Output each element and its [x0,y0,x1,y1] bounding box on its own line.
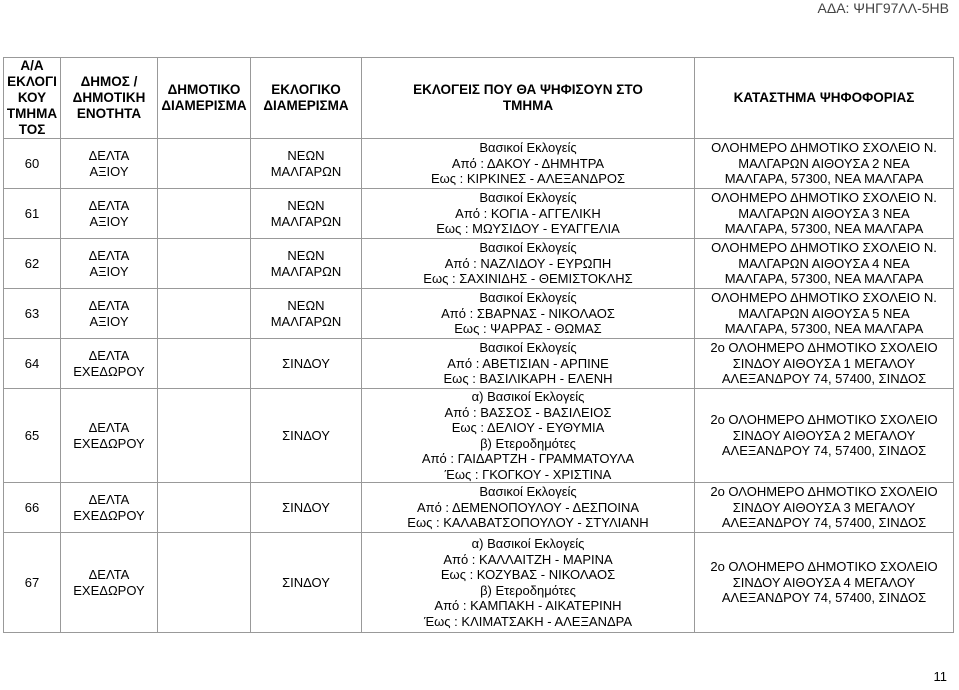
cell-dimotiko [158,139,251,189]
cell-store: 2ο ΟΛΟΗΜΕΡΟ ΔΗΜΟΤΙΚΟ ΣΧΟΛΕΙΟ ΣΙΝΔΟΥ ΑΙΘΟΥΣΑ 2 ΜΕΓΑΛΟΥ ΑΛΕΞΑΝΔΡΟΥ 74, 57400, ΣΙΝΔΟΣ [695,389,954,483]
cell-voters: Βασικοί Εκλογείς Από : ΝΑΖΛΙΔΟΥ - ΕΥΡΩΠΗ Εως : ΣΑΧΙΝΙΔΗΣ - ΘΕΜΙΣΤΟΚΛΗΣ [362,239,695,289]
cell-eklogiko: ΣΙΝΔΟΥ [251,533,362,633]
col-header-aa: Α/Α ΕΚΛΟΓΙ ΚΟΥ ΤΜΗΜΑ ΤΟΣ [4,58,61,139]
cell-dimos: ΔΕΛΤΑ ΑΞΙΟΥ [61,139,158,189]
cell-voters: Βασικοί Εκλογείς Από : ΔΑΚΟΥ - ΔΗΜΗΤΡΑ Εως : ΚΙΡΚΙΝΕΣ - ΑΛΕΞΑΝΔΡΟΣ [362,139,695,189]
cell-aa: 60 [4,139,61,189]
cell-store: 2ο ΟΛΟΗΜΕΡΟ ΔΗΜΟΤΙΚΟ ΣΧΟΛΕΙΟ ΣΙΝΔΟΥ ΑΙΘΟΥΣΑ 1 ΜΕΓΑΛΟΥ ΑΛΕΞΑΝΔΡΟΥ 74, 57400, ΣΙΝΔΟΣ [695,339,954,389]
cell-dimotiko [158,389,251,483]
cell-eklogiko: ΣΙΝΔΟΥ [251,339,362,389]
cell-eklogiko: ΝΕΩΝ ΜΑΛΓΑΡΩΝ [251,239,362,289]
cell-store: 2ο ΟΛΟΗΜΕΡΟ ΔΗΜΟΤΙΚΟ ΣΧΟΛΕΙΟ ΣΙΝΔΟΥ ΑΙΘΟΥΣΑ 3 ΜΕΓΑΛΟΥ ΑΛΕΞΑΝΔΡΟΥ 74, 57400, ΣΙΝΔΟΣ [695,483,954,533]
cell-dimotiko [158,189,251,239]
cell-store: ΟΛΟΗΜΕΡΟ ΔΗΜΟΤΙΚΟ ΣΧΟΛΕΙΟ Ν. ΜΑΛΓΑΡΩΝ ΑΙΘΟΥΣΑ 2 ΝΕΑ ΜΑΛΓΑΡΑ, 57300, ΝΕΑ ΜΑΛΓΑΡΑ [695,139,954,189]
table-row [4,189,954,239]
cell-store: 2ο ΟΛΟΗΜΕΡΟ ΔΗΜΟΤΙΚΟ ΣΧΟΛΕΙΟ ΣΙΝΔΟΥ ΑΙΘΟΥΣΑ 4 ΜΕΓΑΛΟΥ ΑΛΕΞΑΝΔΡΟΥ 74, 57400, ΣΙΝΔΟΣ [695,533,954,633]
table-row [4,389,954,483]
col-header-voters: ΕΚΛΟΓΕΙΣ ΠΟΥ ΘΑ ΨΗΦΙΣΟΥΝ ΣΤΟ ΤΜΗΜΑ [362,58,695,139]
table-row [4,339,954,389]
cell-aa: 62 [4,239,61,289]
cell-store: ΟΛΟΗΜΕΡΟ ΔΗΜΟΤΙΚΟ ΣΧΟΛΕΙΟ Ν. ΜΑΛΓΑΡΩΝ ΑΙΘΟΥΣΑ 4 ΝΕΑ ΜΑΛΓΑΡΑ, 57300, ΝΕΑ ΜΑΛΓΑΡΑ [695,239,954,289]
table-row [4,139,954,189]
page-number: 11 [933,669,947,684]
cell-aa: 63 [4,289,61,339]
cell-dimos: ΔΕΛΤΑ ΑΞΙΟΥ [61,239,158,289]
cell-dimos: ΔΕΛΤΑ ΕΧΕΔΩΡΟΥ [61,533,158,633]
cell-voters: Βασικοί Εκλογείς Από : ΑΒΕΤΙΣΙΑΝ - ΑΡΠΙΝΕ Εως : ΒΑΣΙΛΙΚΑΡΗ - ΕΛΕΝΗ [362,339,695,389]
cell-dimos: ΔΕΛΤΑ ΕΧΕΔΩΡΟΥ [61,389,158,483]
cell-voters: Βασικοί Εκλογείς Από : ΔΕΜΕΝΟΠΟΥΛΟΥ - ΔΕΣΠΟΙΝΑ Εως : ΚΑΛΑΒΑΤΣΟΠΟΥΛΟΥ - ΣΤΥΛΙΑΝΗ [362,483,695,533]
cell-voters: Βασικοί Εκλογείς Από : ΣΒΑΡΝΑΣ - ΝΙΚΟΛΑΟΣ Εως : ΨΑΡΡΑΣ - ΘΩΜΑΣ [362,289,695,339]
cell-voters: α) Βασικοί Εκλογείς Από : ΚΑΛΛΑΙΤΖΗ - ΜΑΡΙΝΑ Εως : ΚΟΖΥΒΑΣ - ΝΙΚΟΛΑΟΣ β) Ετεροδημότες Από : ΚΑΜΠΑΚΗ - ΑΙΚΑΤΕΡΙΝΗ Έως : ΚΛΙΜΑΤΣΑΚΗ - ΑΛΕΞΑΝΔΡΑ [362,533,695,633]
table-row [4,289,954,339]
cell-store: ΟΛΟΗΜΕΡΟ ΔΗΜΟΤΙΚΟ ΣΧΟΛΕΙΟ Ν. ΜΑΛΓΑΡΩΝ ΑΙΘΟΥΣΑ 3 ΝΕΑ ΜΑΛΓΑΡΑ, 57300, ΝΕΑ ΜΑΛΓΑΡΑ [695,189,954,239]
col-header-dimos: ΔΗΜΟΣ / ΔΗΜΟΤΙΚΗ ΕΝΟΤΗΤΑ [61,58,158,139]
table-header-row [4,58,954,139]
table-row [4,483,954,533]
table-row [4,239,954,289]
ada-code: ΑΔΑ: ΨΗΓ97ΛΛ-5ΗΒ [817,0,949,16]
cell-dimotiko [158,483,251,533]
polling-stations-table [3,57,954,633]
table-row [4,533,954,633]
cell-dimotiko [158,239,251,289]
cell-dimos: ΔΕΛΤΑ ΕΧΕΔΩΡΟΥ [61,339,158,389]
cell-eklogiko: ΣΙΝΔΟΥ [251,483,362,533]
cell-eklogiko: ΣΙΝΔΟΥ [251,389,362,483]
col-header-store: ΚΑΤΑΣΤΗΜΑ ΨΗΦΟΦΟΡΙΑΣ [695,58,954,139]
cell-store: ΟΛΟΗΜΕΡΟ ΔΗΜΟΤΙΚΟ ΣΧΟΛΕΙΟ Ν. ΜΑΛΓΑΡΩΝ ΑΙΘΟΥΣΑ 5 ΝΕΑ ΜΑΛΓΑΡΑ, 57300, ΝΕΑ ΜΑΛΓΑΡΑ [695,289,954,339]
cell-aa: 65 [4,389,61,483]
cell-voters: Βασικοί Εκλογείς Από : ΚΟΓΙΑ - ΑΓΓΕΛΙΚΗ Εως : ΜΩΥΣΙΔΟΥ - ΕΥΑΓΓΕΛΙΑ [362,189,695,239]
cell-aa: 66 [4,483,61,533]
cell-eklogiko: ΝΕΩΝ ΜΑΛΓΑΡΩΝ [251,139,362,189]
cell-aa: 67 [4,533,61,633]
cell-aa: 64 [4,339,61,389]
cell-dimotiko [158,339,251,389]
cell-dimotiko [158,533,251,633]
cell-aa: 61 [4,189,61,239]
cell-dimotiko [158,289,251,339]
col-header-eklogiko: ΕΚΛΟΓΙΚΟ ΔΙΑΜΕΡΙΣΜΑ [251,58,362,139]
cell-eklogiko: ΝΕΩΝ ΜΑΛΓΑΡΩΝ [251,289,362,339]
cell-voters: α) Βασικοί Εκλογείς Από : ΒΑΣΣΟΣ - ΒΑΣΙΛΕΙΟΣ Εως : ΔΕΛΙΟΥ - ΕΥΘΥΜΙΑ β) Ετεροδημότες Από : ΓΑΙΔΑΡΤΖΗ - ΓΡΑΜΜΑΤΟΥΛΑ Έως : ΓΚΟΓΚΟΥ - ΧΡΙΣΤΙΝΑ [362,389,695,483]
cell-eklogiko: ΝΕΩΝ ΜΑΛΓΑΡΩΝ [251,189,362,239]
cell-dimos: ΔΕΛΤΑ ΑΞΙΟΥ [61,289,158,339]
col-header-dimotiko: ΔΗΜΟΤΙΚΟ ΔΙΑΜΕΡΙΣΜΑ [158,58,251,139]
cell-dimos: ΔΕΛΤΑ ΑΞΙΟΥ [61,189,158,239]
cell-dimos: ΔΕΛΤΑ ΕΧΕΔΩΡΟΥ [61,483,158,533]
